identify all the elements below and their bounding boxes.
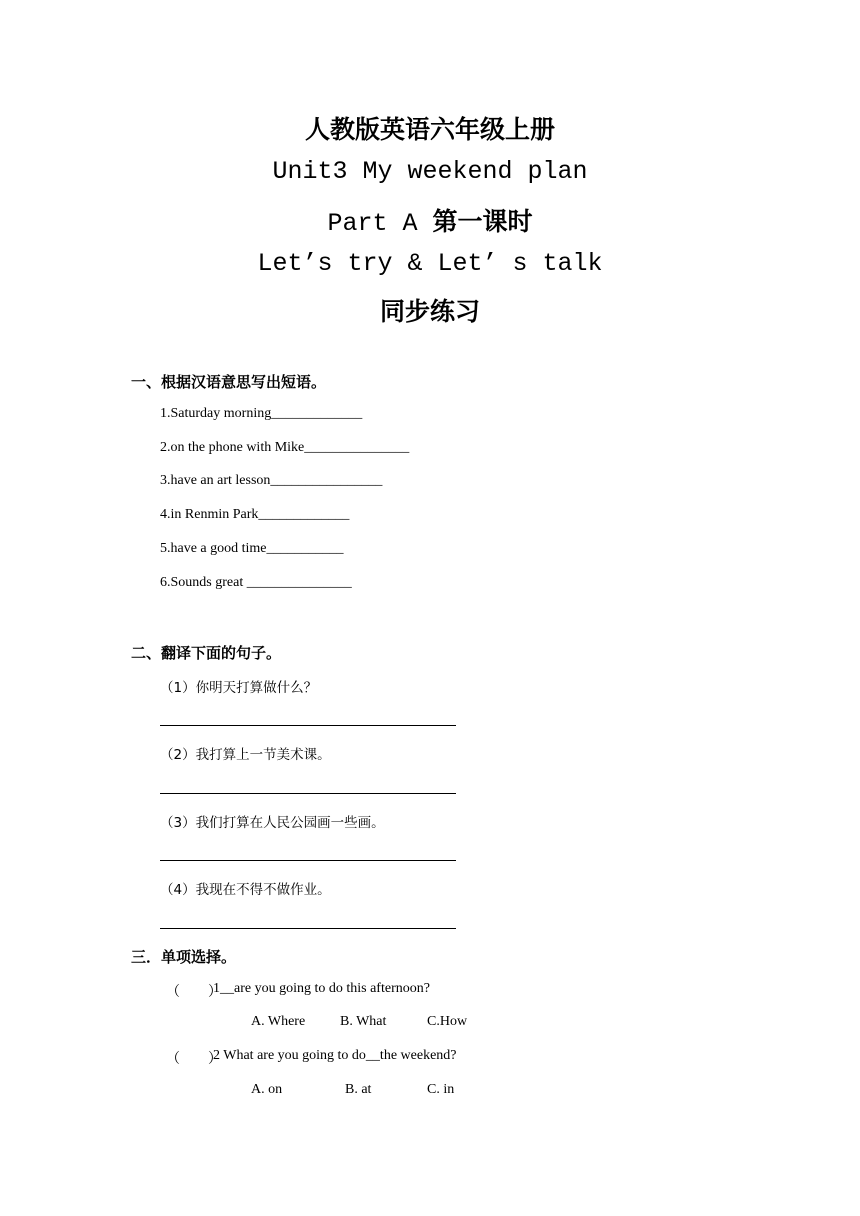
phrase-item: 3.have an art lesson________________	[160, 473, 383, 488]
section1-heading: 一、根据汉语意思写出短语。	[131, 373, 327, 391]
section3-heading: 三．单项选择。	[131, 948, 237, 966]
option-c: C.How	[427, 1014, 468, 1029]
answer-paren: （ ）	[166, 1052, 222, 1067]
translate-item: （1）你明天打算做什么？	[160, 680, 318, 696]
option-a: A. on	[251, 1082, 283, 1097]
option-b: B. at	[345, 1082, 372, 1097]
translate-item: （3）我们打算在人民公园画一些画。	[160, 815, 385, 831]
answer-paren: （ ）	[166, 985, 222, 1000]
option-c: C. in	[427, 1082, 455, 1097]
lesson-talk: Let’ s talk	[422, 249, 603, 278]
part-label: Part A	[327, 209, 433, 238]
phrase-item: 6.Sounds great _______________	[160, 575, 352, 590]
answer-line	[160, 860, 456, 861]
answer-line	[160, 928, 456, 929]
practice-title: 同步练习	[379, 297, 480, 326]
worksheet-title: 人教版英语六年级上册	[304, 115, 555, 144]
answer-line	[160, 793, 456, 794]
lesson-try: Let’s try	[257, 249, 408, 278]
option-b: B. What	[340, 1014, 387, 1029]
phrase-item: 4.in Renmin Park_____________	[160, 507, 350, 522]
translate-item: （4）我现在不得不做作业。	[160, 882, 331, 898]
phrase-item: 5.have a good time___________	[160, 541, 344, 556]
lesson-title	[0, 247, 860, 278]
option-a: A. Where	[251, 1014, 306, 1029]
phrase-item: 2.on the phone with Mike_______________	[160, 440, 410, 455]
question-text: 1__are you going to do this afternoon?	[213, 981, 430, 996]
phrase-item: 1.Saturday morning_____________	[160, 406, 363, 421]
lesson-ampersand: &	[407, 249, 423, 278]
part-title	[0, 202, 860, 238]
lesson-period: 第一课时	[432, 207, 533, 236]
answer-line	[160, 725, 456, 726]
section2-heading: 二、翻译下面的句子。	[131, 644, 282, 662]
translate-item: （2）我打算上一节美术课。	[160, 747, 331, 763]
question-text: 2 What are you going to do__the weekend?	[213, 1048, 457, 1063]
unit-title: Unit3 My weekend plan	[272, 157, 588, 186]
